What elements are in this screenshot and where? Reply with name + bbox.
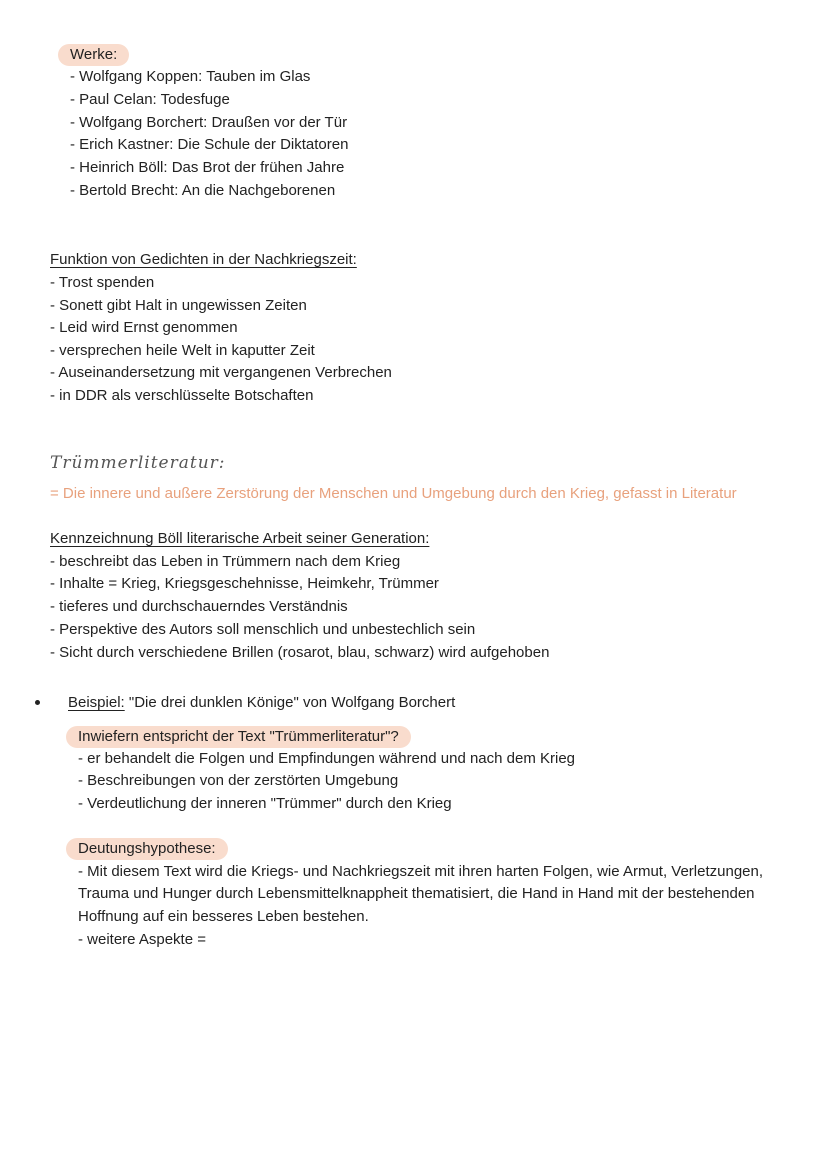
bullet-icon	[35, 700, 40, 705]
list-item: - in DDR als verschlüsselte Botschaften	[50, 387, 314, 404]
kennzeichnung-heading: Kennzeichnung Böll literarische Arbeit seiner Generation:	[50, 530, 430, 547]
funktion-heading: Funktion von Gedichten in der Nachkriegszeit:	[50, 251, 357, 268]
list-item: - versprechen heile Welt in kaputter Zeit	[50, 342, 315, 359]
list-item: - Bertold Brecht: An die Nachgeborenen	[70, 182, 336, 199]
deutung-line: - Mit diesem Text wird die Kriegs- und Nachkriegszeit mit ihren harten Folgen, wie Armut, Verletzungen,	[78, 863, 764, 880]
list-item: - Perspektive des Autors soll menschlich und unbestechlich sein	[50, 621, 476, 638]
list-item: - Verdeutlichung der inneren "Trümmer" durch den Krieg	[78, 795, 452, 812]
list-item: - Trost spenden	[50, 274, 155, 291]
deutung-heading: Deutungshypothese:	[66, 838, 228, 860]
beispiel-label: Beispiel:	[68, 694, 125, 711]
list-item: - Leid wird Ernst genommen	[50, 319, 238, 336]
list-item: - Wolfgang Koppen: Tauben im Glas	[70, 68, 311, 85]
list-item: - er behandelt die Folgen und Empfindungen während und nach dem Krieg	[78, 750, 576, 767]
deutung-line: Trauma und Hunger durch Lebensmittelknappheit thematisiert, die Hand in Hand mit der bestehenden	[78, 885, 755, 902]
deutung-line: - weitere Aspekte =	[78, 931, 206, 948]
list-item: - beschreibt das Leben in Trümmern nach dem Krieg	[50, 553, 401, 570]
list-item: - Heinrich Böll: Das Brot der frühen Jahre	[70, 159, 345, 176]
deutung-line: Hoffnung auf ein besseres Leben bestehen.	[78, 908, 369, 925]
truemmer-title: Trümmerliteratur:	[50, 453, 226, 473]
list-item: - Wolfgang Borchert: Draußen vor der Tür	[70, 114, 348, 131]
werke-heading: Werke:	[58, 44, 129, 66]
list-item: - Paul Celan: Todesfuge	[70, 91, 230, 108]
list-item: - Erich Kastner: Die Schule der Diktatoren	[70, 136, 349, 153]
list-item: - Sonett gibt Halt in ungewissen Zeiten	[50, 297, 307, 314]
beispiel-line	[68, 692, 455, 714]
list-item: - Inhalte = Krieg, Kriegsgeschehnisse, Heimkehr, Trümmer	[50, 575, 439, 592]
beispiel-text: "Die drei dunklen Könige" von Wolfgang Borchert	[128, 694, 456, 711]
list-item: - Auseinandersetzung mit vergangenen Verbrechen	[50, 364, 392, 381]
beispiel-question: Inwiefern entspricht der Text "Trümmerliteratur"?	[66, 726, 411, 748]
list-item: - tieferes und durchschauerndes Verständnis	[50, 598, 348, 615]
truemmer-definition: = Die innere und außere Zerstörung der Menschen und Umgebung durch den Krieg, gefasst in Literatur	[50, 485, 737, 502]
list-item: - Sicht durch verschiedene Brillen (rosarot, blau, schwarz) wird aufgehoben	[50, 644, 550, 661]
list-item: - Beschreibungen von der zerstörten Umgebung	[78, 772, 399, 789]
